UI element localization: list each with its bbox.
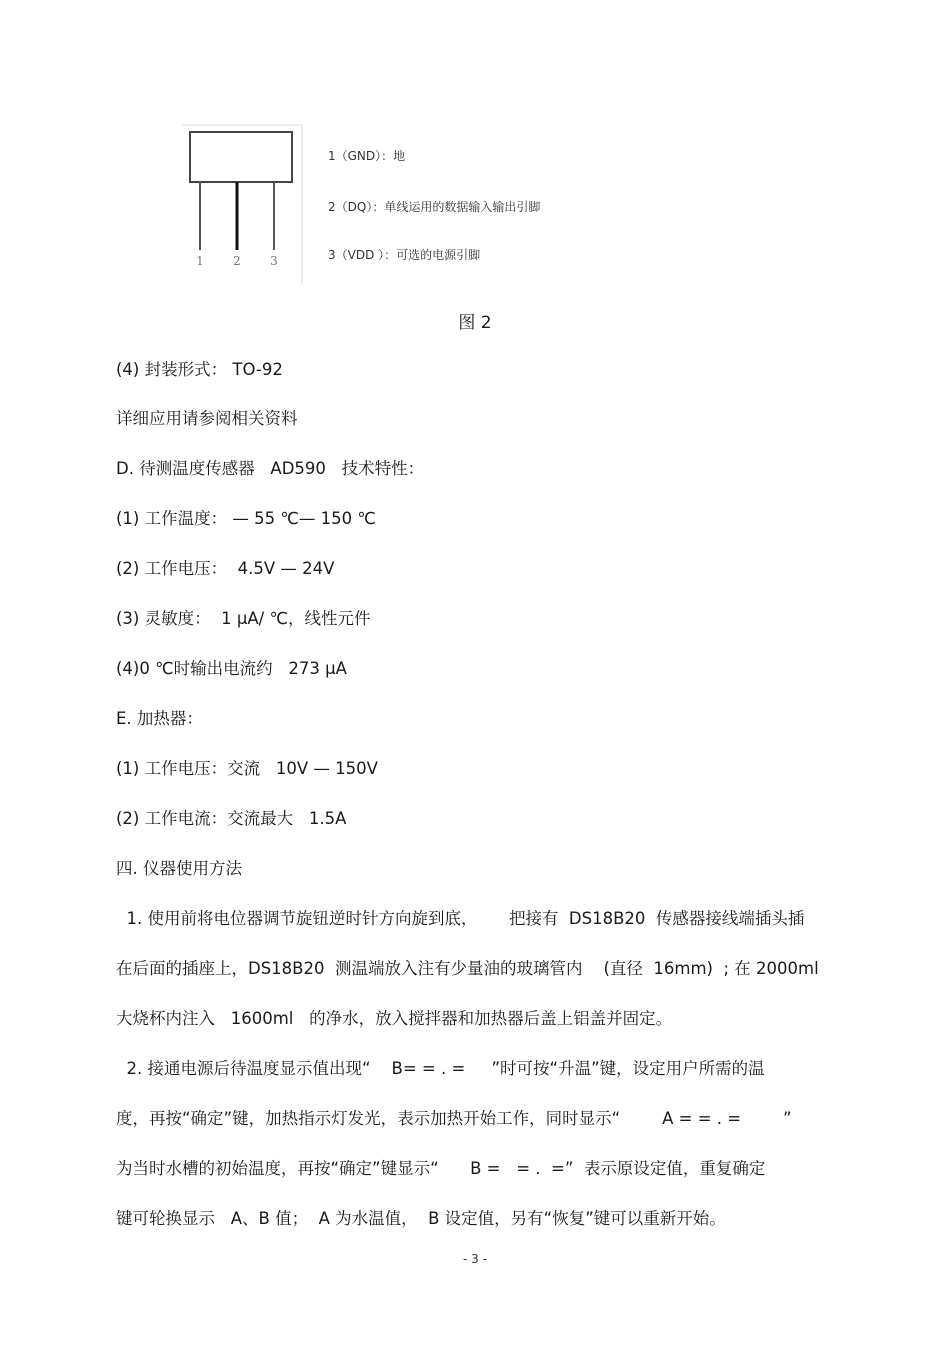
section-heading: E. 加热器： [116,709,203,728]
text-line: (1) 工作电压：交流 10V — 150V [116,759,378,778]
paragraph-line: 1. 使用前将电位器调节旋钮逆时针方向旋到底， 把接有 DS18B20 传感器接线端插头插 [116,909,805,928]
paragraph-line: 度，再按“确定”键，加热指示灯发光，表示加热开始工作，同时显示“ A = = . = ” [116,1109,792,1128]
pin-3-number: 3 [270,254,278,268]
paragraph-line: 键可轮换显示 A、B 值； A 为水温值， B 设定值，另有“恢复”键可以重新开始。 [116,1209,726,1228]
figure-caption: 图 2 [458,313,492,333]
pin-2-number: 2 [233,254,241,268]
paragraph-line: 为当时水槽的初始温度，再按“确定”键显示“ B = = . =” 表示原设定值，重复确定 [116,1159,766,1178]
text-line: (2) 工作电流：交流最大 1.5A [116,809,347,828]
pin-1-number: 1 [196,254,204,268]
section-heading: D. 待测温度传感器 AD590 技术特性： [116,459,425,478]
text-line: (4)0 ℃时输出电流约 273 μA [116,659,347,678]
paragraph-line: 在后面的插座上，DS18B20 测温端放入注有少量油的玻璃管内 (直径 16mm) ; 在 2000ml [116,959,819,978]
paragraph-line: 2. 接通电源后待温度显示值出现“ B= = . = ”时可按“升温”键，设定用户所需的温 [116,1059,765,1078]
text-line: (3) 灵敏度： 1 μA/ ℃，线性元件 [116,609,371,628]
sensor-body [190,132,292,182]
text-line: (4) 封装形式： TO-92 [116,360,283,379]
text-line: (2) 工作电压： 4.5V — 24V [116,559,335,578]
paragraph-line: 大烧杯内注入 1600ml 的净水，放入搅拌器和加热器后盖上铝盖并固定。 [116,1009,673,1028]
page-number: - 3 - [463,1252,487,1266]
pin-3-description: 3（VDD ）：可选的电源引脚 [328,248,481,262]
text-line: (1) 工作温度： — 55 ℃— 150 ℃ [116,509,376,528]
pin-1-description: 1（GND）：地 [328,149,406,163]
pinout-figure [182,122,582,288]
pin-2-description: 2（DQ）：单线运用的数据输入输出引脚 [328,200,541,214]
section-heading: 四. 仪器使用方法 [116,859,242,878]
text-line: 详细应用请参阅相关资料 [116,409,298,428]
